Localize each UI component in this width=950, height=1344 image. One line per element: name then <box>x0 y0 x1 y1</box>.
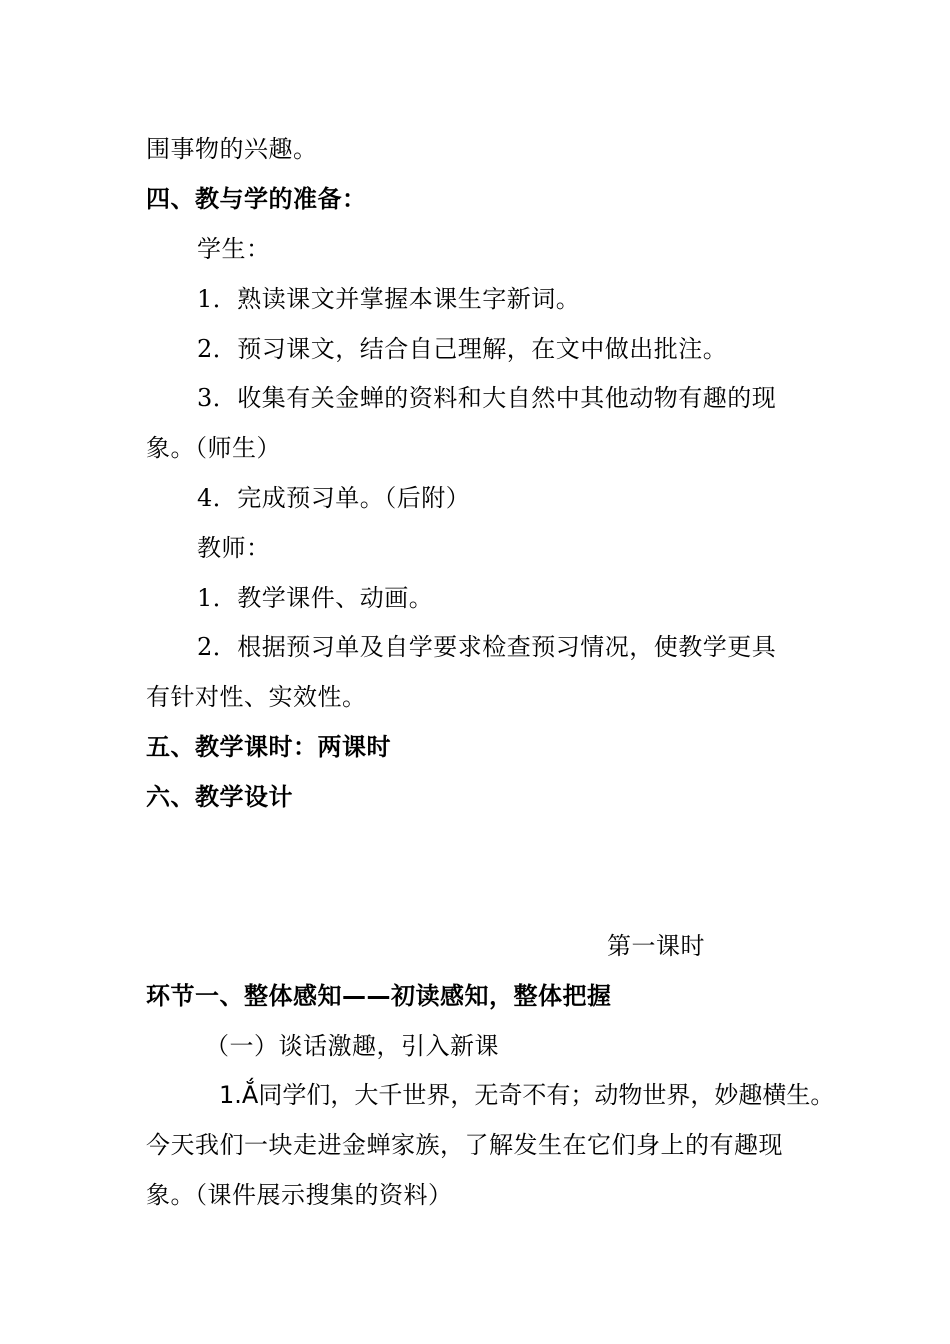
students-label: 学生： <box>197 235 271 263</box>
teacher-item-2: 2．根据预习单及自学要求检查预习情况，使教学更具 <box>197 633 777 661</box>
section-1-heading: 环节一、整体感知——初读感知，整体把握 <box>146 982 612 1010</box>
section-heading-5: 五、教学课时：两课时 <box>146 733 391 761</box>
paragraph-1-line-2: 今天我们一块走进金蝉家族，了解发生在它们身上的有趣现 <box>146 1131 783 1159</box>
student-item-1: 1．熟读课文并掌握本课生字新词。 <box>197 285 581 313</box>
subsection-1-heading: （一）谈话激趣，引入新课 <box>205 1032 499 1060</box>
student-item-4: 4．完成预习单。（后附） <box>197 484 471 512</box>
paragraph-1-line-3: 象。（课件展示搜集的资料） <box>146 1181 453 1209</box>
section-heading-6: 六、教学设计 <box>146 783 293 811</box>
teacher-item-1: 1．教学课件、动画。 <box>197 584 434 612</box>
teacher-label: 教师： <box>197 534 271 562</box>
section-heading-4: 四、教与学的准备： <box>146 185 367 213</box>
student-item-3-cont: 象。（师生） <box>146 434 281 462</box>
text-line: 围事物的兴趣。 <box>146 135 318 163</box>
student-item-2: 2．预习课文，结合自己理解，在文中做出批注。 <box>197 335 728 363</box>
lesson-title: 第一课时 <box>607 932 705 960</box>
student-item-3: 3．收集有关金蝉的资料和大自然中其他动物有趣的现 <box>197 384 777 412</box>
paragraph-1-line-1: 1.Ắ同学们，大千世界，无奇不有；动物世界，妙趣横生。 <box>219 1081 835 1109</box>
teacher-item-2-cont: 有针对性、实效性。 <box>146 683 367 711</box>
